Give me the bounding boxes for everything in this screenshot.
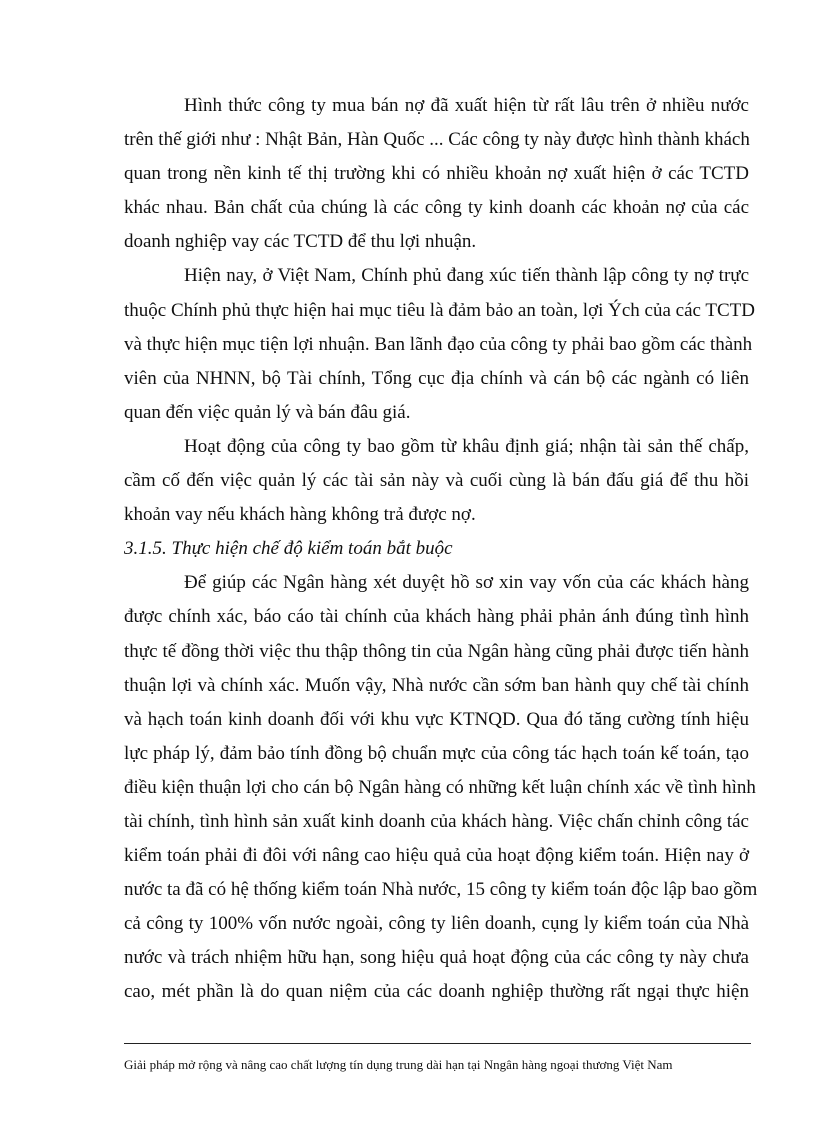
- text-line: thuận lợi và chính xác. Muốn vậy, Nhà nước cần sớm ban hành quy chế tài chính: [124, 674, 749, 696]
- text-line: kiểm toán phải đi đôi với nâng cao hiệu quả của hoạt động kiểm toán. Hiện nay ở: [124, 845, 749, 867]
- text-line: điều kiện thuận lợi cho cán bộ Ngân hàng có những kết luận chính xác về tình hình: [124, 776, 756, 798]
- text-line: tài chính, tình hình sản xuất kinh doanh của khách hàng. Việc chấn chỉnh công tác: [124, 810, 749, 832]
- text-line: và thực hiện mục tiện lợi nhuận. Ban lãnh đạo của công ty phải bao gồm các thành: [124, 333, 753, 355]
- text-line: được chính xác, báo cáo tài chính của khách hàng phải phản ánh đúng tình hình: [124, 606, 749, 628]
- text-line: trên thế giới như : Nhật Bản, Hàn Quốc ... Các công ty này được hình thành khách: [124, 129, 750, 151]
- text-line: viên của NHNN, bộ Tài chính, Tổng cục địa chính và cán bộ các ngành có liên: [124, 367, 749, 389]
- footer-divider: [124, 1043, 751, 1044]
- text-line: Hoạt động của công ty bao gồm từ khâu định giá; nhận tài sản thế chấp,: [184, 435, 749, 457]
- text-line: nước ta đã có hệ thống kiểm toán Nhà nước, 15 công ty kiểm toán độc lập bao gồm: [124, 879, 758, 901]
- text-line: và hạch toán kinh doanh đối với khu vực KTNQD. Qua đó tăng cường tính hiệu: [124, 708, 749, 730]
- text-line: nước và trách nhiệm hữu hạn, song hiệu quả hoạt động của các công ty này chưa: [124, 947, 749, 969]
- text-line: lực pháp lý, đảm bảo tính đồng bộ chuẩn mực của công tác hạch toán kế toán, tạo: [124, 742, 749, 764]
- section-heading: 3.1.5. Thực hiện chế độ kiểm toán bắt buộc: [124, 538, 453, 560]
- text-line: Để giúp các Ngân hàng xét duyệt hồ sơ xin vay vốn của các khách hàng: [184, 572, 749, 594]
- body-text: [124, 89, 758, 1010]
- page-footer: Giải pháp mở rộng và nâng cao chất lượng tín dụng trung dài hạn tại Nngân hàng ngoại thương Việt Nam: [124, 1057, 673, 1072]
- text-line: cả công ty 100% vốn nước ngoài, công ty liên doanh, cụng ly kiểm toán của Nhà: [124, 913, 749, 935]
- text-line: khoản vay nếu khách hàng không trả được nợ.: [124, 504, 476, 526]
- text-line: cao, mét phần là do quan niệm của các doanh nghiệp thường rất ngại thực hiện: [124, 981, 749, 1003]
- text-line: Hình thức công ty mua bán nợ đã xuất hiện từ rất lâu trên ở nhiều nước: [184, 95, 749, 116]
- paragraph-4: [124, 566, 758, 1009]
- text-line: thuộc Chính phủ thực hiện hai mục tiêu là đảm bảo an toàn, lợi Ých của các TCTD: [124, 299, 755, 321]
- text-line: khác nhau. Bản chất của chúng là các công ty kinh doanh các khoản nợ của các: [124, 197, 749, 219]
- text-line: doanh nghiệp vay các TCTD để thu lợi nhuận.: [124, 231, 477, 253]
- text-line: Hiện nay, ở Việt Nam, Chính phủ đang xúc tiến thành lập công ty nợ trực: [184, 265, 749, 287]
- text-line: quan đến việc quản lý và bán đâu giá.: [124, 401, 411, 423]
- text-line: cầm cố đến việc quản lý các tài sản này và cuối cùng là bán đấu giá để thu hồi: [124, 470, 749, 492]
- paragraph-2: [124, 259, 755, 429]
- paragraph-3: [124, 430, 749, 532]
- text-line: quan trong nền kinh tế thị trường khi có nhiều khoản nợ xuất hiện ở các TCTD: [124, 163, 749, 185]
- paragraph-1: [124, 89, 749, 259]
- text-line: thực tế đồng thời việc thu thập thông tin của Ngân hàng cũng phải được tiến hành: [124, 640, 749, 662]
